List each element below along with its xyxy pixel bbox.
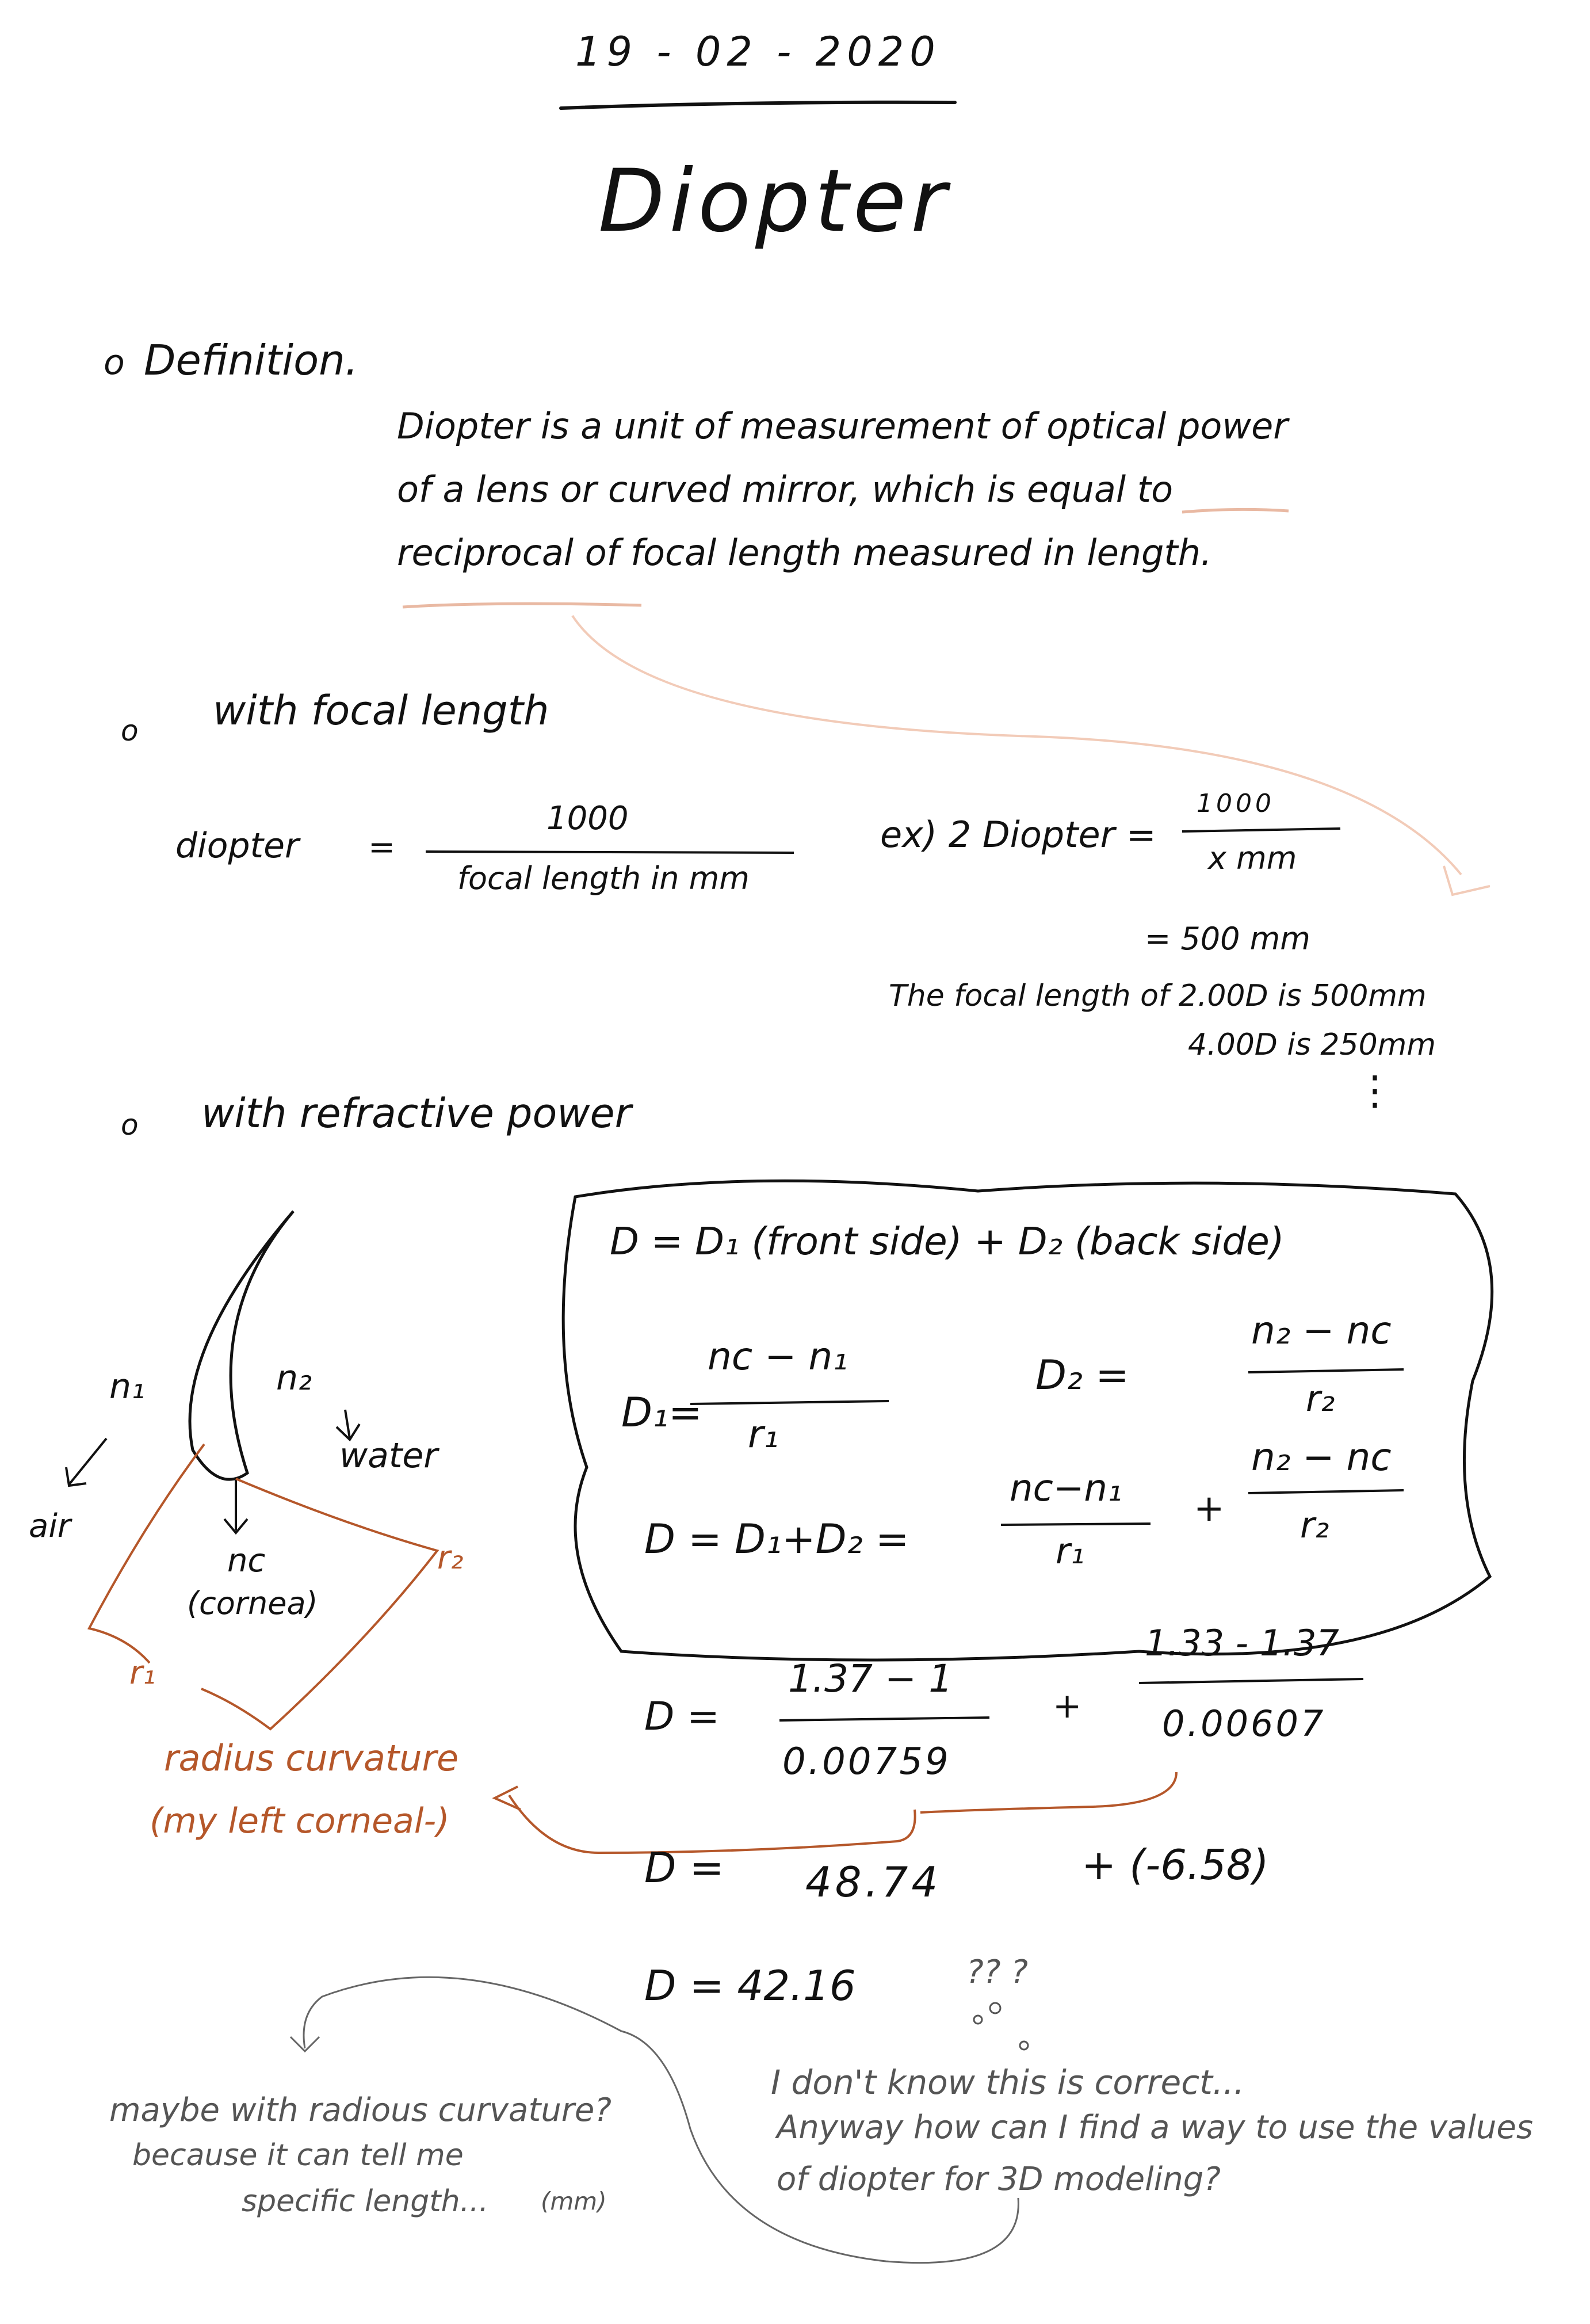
example-prefix: ex) 2 Diopter = (880, 814, 1156, 856)
note-left-1: maybe with radious curvature? (109, 2092, 612, 2129)
definition-arrowhead (1444, 866, 1490, 895)
radius-curvature-label: radius curvature (164, 1737, 459, 1779)
d2-fraction-bar (1248, 1369, 1404, 1372)
focal-note-1: The focal length of 2.00D is 500mm (889, 979, 1427, 1013)
focal-denominator: focal length in mm (457, 860, 750, 896)
sum-label: D = D₁+D₂ = (644, 1516, 909, 1563)
radius-line-left (89, 1444, 204, 1663)
sum-denominator-1: r₁ (1056, 1530, 1085, 1572)
sum-fraction-bar-1 (1001, 1524, 1151, 1525)
definition-bullet: o (104, 342, 125, 383)
calc-line-2-value-1: 48.74 (805, 1858, 942, 1906)
radius-curvature-note: (my left corneal-) (150, 1801, 450, 1841)
question-marks: ?? ? (966, 1953, 1028, 1991)
focal-fraction-bar (426, 852, 794, 853)
air-arrow (66, 1438, 106, 1486)
label-nc: nc (227, 1542, 266, 1579)
sum-denominator-2: r₂ (1300, 1504, 1329, 1546)
box-line-1: D = D₁ (front side) + D₂ (back side) (610, 1219, 1285, 1264)
d1-label: D₁= (621, 1389, 702, 1436)
example-fraction-bar (1182, 829, 1340, 831)
calc-numerator-2: 1.33 - 1.37 (1145, 1622, 1339, 1664)
focal-heading: with focal length (213, 687, 549, 734)
thought-bubble-1 (974, 2016, 982, 2024)
thought-bubble-3 (1020, 2041, 1028, 2050)
example-numerator: 1000 (1197, 789, 1275, 818)
d2-denominator: r₂ (1306, 1377, 1335, 1419)
note-right-1: I don't know this is correct... (771, 2063, 1245, 2102)
sum-plus: + (1194, 1487, 1225, 1530)
d1-fraction-bar (690, 1401, 889, 1404)
definition-line-1: Diopter is a unit of measurement of optical power (397, 405, 1288, 447)
focal-bullet: o (121, 714, 139, 747)
refractive-bullet: o (121, 1108, 139, 1142)
date: 19 - 02 - 2020 (575, 28, 941, 75)
calc-d-label: D = (644, 1694, 720, 1739)
calc-fraction-bar-1 (779, 1718, 989, 1720)
orange-brace (509, 1772, 1176, 1853)
note-left-3: specific length... (242, 2184, 489, 2219)
focal-ellipsis: ⋮ (1355, 1067, 1395, 1114)
label-n1: n₁ (109, 1367, 146, 1407)
label-r2: r₂ (437, 1539, 464, 1577)
page-title: Diopter (598, 151, 951, 251)
example-result: = 500 mm (1145, 921, 1310, 957)
calc-fraction-bar-2 (1139, 1679, 1363, 1683)
nc-arrow (224, 1479, 247, 1533)
note-left-unit: (mm) (541, 2187, 607, 2215)
sum-numerator-1: nc−n₁ (1010, 1467, 1122, 1510)
refractive-heading: with refractive power (201, 1090, 632, 1137)
label-water: water (339, 1436, 438, 1476)
calc-denominator-2: 0.00607 (1162, 1703, 1326, 1745)
definition-line-2: of a lens or curved mirror, which is equal to (397, 468, 1174, 510)
calc-numerator-1: 1.37 − 1 (788, 1657, 953, 1701)
underline-reciprocal (403, 604, 641, 607)
definition-line-3: reciprocal of focal length measured in length. (397, 532, 1212, 574)
calc-plus: + (1053, 1686, 1082, 1726)
sum-numerator-2: n₂ − nc (1251, 1435, 1392, 1479)
label-air: air (29, 1508, 71, 1545)
calc-result: D = 42.16 (644, 1962, 856, 2010)
d1-numerator: nc − n₁ (708, 1334, 848, 1379)
date-underline (561, 102, 955, 108)
calc-line-2-label: D = (644, 1844, 724, 1892)
underline-equal (1182, 509, 1289, 512)
label-cornea: (cornea) (187, 1585, 318, 1621)
cornea-lens (190, 1211, 293, 1479)
sum-fraction-bar-2 (1248, 1490, 1404, 1493)
focal-lhs: diopter (175, 826, 299, 866)
label-r1: r₁ (129, 1654, 156, 1692)
focal-note-2: 4.00D is 250mm (1188, 1028, 1436, 1062)
note-right-3: of diopter for 3D modeling? (777, 2161, 1221, 2198)
example-denominator: x mm (1208, 840, 1297, 876)
d2-label: D₂ = (1035, 1352, 1129, 1399)
note-right-2: Anyway how can I find a way to use the values (777, 2109, 1534, 2146)
focal-numerator: 1000 (546, 800, 629, 837)
d1-denominator: r₁ (748, 1412, 779, 1456)
thought-bubble-2 (990, 2003, 1000, 2013)
calc-line-2-value-2: + (-6.58) (1081, 1841, 1269, 1889)
d2-numerator: n₂ − nc (1251, 1308, 1392, 1353)
focal-equals: = (368, 829, 395, 866)
note-left-2: because it can tell me (132, 2138, 464, 2173)
calc-denominator-1: 0.00759 (782, 1741, 951, 1783)
definition-heading: Definition. (144, 336, 358, 384)
label-n2: n₂ (276, 1358, 312, 1398)
